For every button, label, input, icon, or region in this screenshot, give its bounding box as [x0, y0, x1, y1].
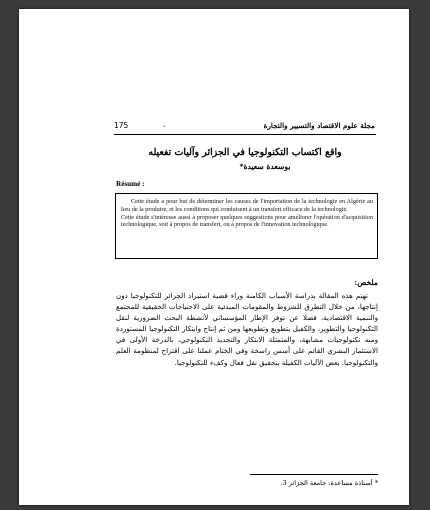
page-number: 175 [114, 121, 129, 130]
footnote: * أستاذة مساعدة، جامعة الجزائر 3. [280, 479, 378, 487]
arabic-abstract-label: ملخص: [354, 278, 378, 287]
journal-title: مجلة علوم الاقتصاد والتسيير والتجارة [263, 121, 375, 130]
header-mark: ، [163, 121, 166, 129]
resume-paragraph: Cette étude a pour but de déterminer les causes de l'importation de la technologie en Algérie au lieu de la produire, et les conditions qui conduisent à un transfert efficace de la technologie. [121, 198, 373, 213]
resume-abstract-box [115, 193, 378, 259]
header-rule [114, 134, 376, 135]
footnote-rule [250, 474, 378, 475]
arabic-abstract-text: تهتم هذه المقالة بدراسة الأسباب الكامنة وراء قضية استيراد الجزائر للتكنولوجيا دون إنتاجها، من خلال التطرق للشروط والمقومات المبدئية على الاحتياجات الحقيقية للمجتمع والتنمية الاقتصادية، فضلا عن توفر الإطار المؤسساتي لأنشطة البحث الضرورية لنقل التكنولوجيا والتطوير، والكفيل بتطويع وتطويعها ومن ثم إنتاج وابتكار التكنولوجيا المستوردة ومنه تكنولوجيات مشابهة، والمتمثلة الابتكار والتجديد التكنولوجي، بالدرجة الأولى في الاستثمار البشري القائم على أسس راسخة وفي الختام عملنا على اقتراح لمنظومة العلم والتكنولوجيا. بعض الآليات الكفيلة بتحقيق نقل فعال وكفء للتكنولوجيا. [116, 291, 378, 367]
author-name: بوسعدة سعيدة* [239, 162, 291, 171]
resume-label: Résumé : [116, 180, 145, 188]
arabic-abstract [116, 290, 378, 368]
resume-paragraph: Cette étude s'intéresse aussi à proposer quelques suggestions pour améliorer l'opération d'acquisition technologique, soit à propos de transfert, ou à propos de l'innovation technologique. [121, 213, 373, 229]
article-title: واقع اكتساب التكنولوجيا في الجزائر وآليات تفعيله [148, 147, 342, 158]
